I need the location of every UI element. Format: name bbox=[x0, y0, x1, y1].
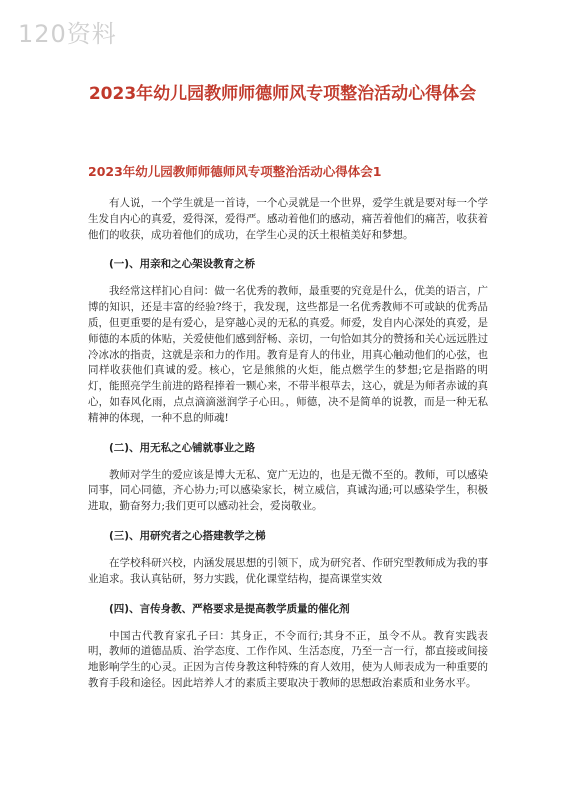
section-body-4: 中国古代教育家孔子曰：其身正，不令而行;其身不正，虽令不从。教育实践表明，教师的道德品质、治学态度、工作作风、生活态度，乃至一言一行，都直接或间接地影响学生的心灵。正因为言传身教这种特殊的育人效用，使为人师表成为一种重要的教育手段和途径。因此培养人才的素质主要取决于教师的思想政治素质和业务水平。 bbox=[88, 629, 488, 689]
document-subtitle: 2023年幼儿园教师师德师风专项整治活动心得体会1 bbox=[88, 164, 382, 179]
section-body-1: 我经常这样扪心自问：做一名优秀的教师，最重要的究竟是什么，优美的语言，广博的知识，还是丰富的经验?终于，我发现，这些都是一名优秀教师不可或缺的优秀品质，但更重要的是有爱心，是穿越心灵的无私的真爱。师爱，发自内心深处的真爱，是师德的本质的体贴，关爱使他们感到舒畅、亲切，一句恰如其分的赞扬和关心远远胜过冷冰冰的指责，这就是亲和力的作用。教育是育人的伟业，用真心触动他们的心弦，也同样收获他们真诚的爱。核心，它是熊熊的火炬，能点燃学生的梦想;它是指路的明灯，能照亮学生前进的路程捧着一颗心来，不带半根草去，这心，就是为师者赤诚的真心，如春风化雨，点点滴滴滋润学子心田。，师德，决不是简单的说教，而是一种无私精神的体现，一种不息的师魂! bbox=[88, 285, 488, 424]
document-body bbox=[88, 196, 488, 692]
section-heading-3: (三)、用研究者之心搭建教学之梯 bbox=[109, 529, 266, 542]
section-body-2: 教师对学生的爱应该是博大无私、宽广无边的，也是无微不至的。教师，可以感染同事，同心同德，齐心协力;可以感染家长，树立威信，真诚沟通;可以感染学生，积极进取，勤奋努力;我们更可以感动社会，爱岗敬业。 bbox=[88, 468, 488, 513]
intro-paragraph: 有人说，一个学生就是一首诗，一个心灵就是一个世界，爱学生就是要对每一个学生发自内心的真爱，爱得深，爱得严。感动着他们的感动，痛苦着他们的痛苦，收获着他们的收获，成功着他们的成功，在学生心灵的沃土根植美好和梦想。 bbox=[88, 197, 488, 241]
section-body-3: 在学校科研兴校，内涵发展思想的引领下，成为研究者、作研究型教师成为我的事业追求。我认真钻研，努力实践，优化课堂结构，提高课堂实效 bbox=[88, 556, 488, 585]
section-heading-4: (四)、言传身教、严格要求是提高教学质量的催化剂 bbox=[109, 602, 350, 615]
section-heading-1: (一)、用亲和之心架设教育之桥 bbox=[109, 258, 256, 271]
section-heading-2: (二)、用无私之心铺就事业之路 bbox=[109, 441, 256, 454]
watermark: 120资料 bbox=[18, 20, 117, 48]
document-title: 2023年幼儿园教师师德师风专项整治活动心得体会 bbox=[88, 84, 477, 104]
